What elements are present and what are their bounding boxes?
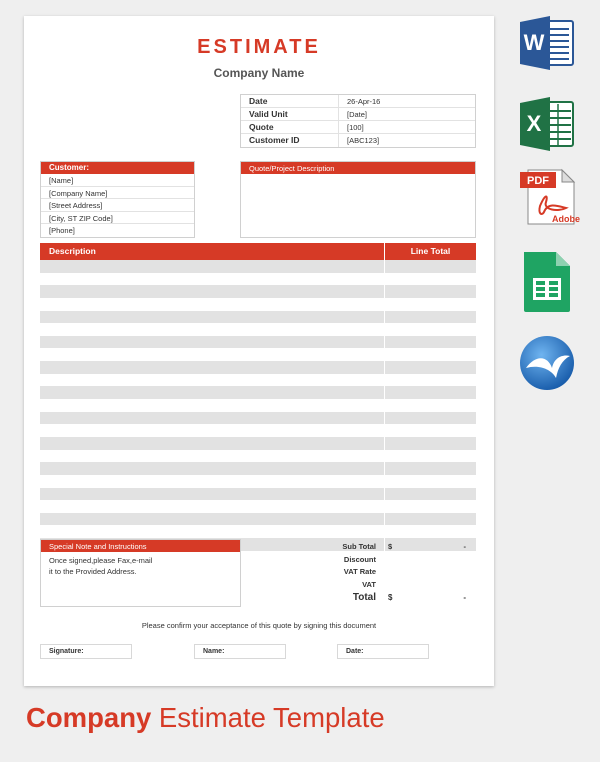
special-note-text (41, 552, 240, 577)
table-row (40, 399, 476, 412)
sub-total-row (320, 540, 470, 553)
info-label: Valid Unit (241, 108, 339, 120)
page-heading-rest: Estimate Template (151, 702, 385, 733)
discount-label: Discount (343, 554, 376, 564)
table-row (40, 323, 476, 336)
special-note-line: it to the Provided Address. (49, 567, 137, 576)
word-icon[interactable] (518, 14, 576, 77)
sub-total-amount: - (463, 541, 466, 551)
info-label: Quote (241, 121, 339, 133)
customer-heading: Customer: (41, 162, 194, 174)
table-row (40, 260, 476, 273)
vat-rate-row (320, 565, 470, 578)
customer-line: [City, ST ZIP Code] (41, 212, 194, 225)
table-row (40, 361, 476, 374)
customer-line: [Street Address] (41, 199, 194, 212)
line-items-table (40, 243, 476, 551)
info-row (241, 134, 475, 147)
info-value: [ABC123] (347, 136, 380, 145)
vat-label: VAT (362, 579, 376, 589)
total-amount: - (463, 593, 466, 603)
special-note-heading: Special Note and Instructions (41, 540, 240, 552)
excel-icon-letter: X (526, 111, 542, 136)
table-row (40, 525, 476, 538)
info-value: [Date] (347, 110, 368, 119)
quote-description-heading: Quote/Project Description (241, 162, 475, 174)
sub-total-label: Sub Total (342, 541, 376, 551)
signature-field[interactable]: Signature: (40, 644, 132, 659)
table-row (40, 462, 476, 475)
info-value: [100] (347, 123, 364, 132)
vat-rate-label: VAT Rate (343, 567, 376, 577)
table-row (40, 273, 476, 286)
pdf-icon-brand: Adobe (552, 214, 580, 224)
line-total-column-header: Line Total (410, 246, 451, 256)
customer-box (40, 161, 195, 238)
info-row (241, 108, 475, 121)
document-title: ESTIMATE (197, 36, 321, 58)
info-row (241, 95, 475, 108)
totals-block (320, 540, 470, 605)
info-value: 26-Apr-16 (347, 97, 381, 106)
table-row (40, 386, 476, 399)
table-row (40, 500, 476, 513)
table-row (40, 374, 476, 387)
company-name: Company Name (213, 66, 305, 80)
page-heading-bold: Company (26, 702, 152, 733)
quote-description-box (240, 161, 476, 238)
excel-icon[interactable] (518, 95, 576, 158)
table-row (40, 348, 476, 361)
info-row (241, 121, 475, 134)
total-label: Total (352, 592, 376, 604)
page-heading (26, 702, 385, 734)
customer-line: [Name] (41, 174, 194, 187)
line-items-header (40, 243, 476, 260)
pdf-icon[interactable] (518, 166, 580, 233)
table-row (40, 488, 476, 501)
pdf-icon-label: PDF (527, 175, 549, 187)
table-row (40, 336, 476, 349)
table-row (40, 513, 476, 526)
info-label: Customer ID (241, 134, 339, 147)
sub-total-currency: $ (388, 541, 393, 551)
description-column-header: Description (40, 243, 385, 260)
table-row (40, 450, 476, 463)
table-row (40, 475, 476, 488)
word-icon-letter: W (523, 30, 545, 55)
estimate-sheet (24, 16, 494, 686)
confirmation-text: Please confirm your acceptance of this quote by signing this document (141, 621, 377, 630)
date-field[interactable]: Date: (337, 644, 429, 659)
sheets-icon[interactable] (518, 250, 576, 319)
table-row (40, 298, 476, 311)
customer-line: [Phone] (49, 226, 75, 236)
info-label: Date (241, 95, 339, 107)
name-field[interactable]: Name: (194, 644, 286, 659)
special-note-box (40, 539, 241, 607)
customer-line: [Company Name] (41, 187, 194, 200)
table-row (40, 424, 476, 437)
table-row (40, 311, 476, 324)
discount-row (320, 553, 470, 566)
total-row (320, 591, 470, 605)
table-row (40, 437, 476, 450)
table-row (40, 412, 476, 425)
table-row (40, 285, 476, 298)
total-currency: $ (388, 593, 393, 603)
openoffice-icon[interactable] (518, 334, 576, 397)
special-note-line: Once signed,please Fax,e-mail (49, 556, 153, 565)
vat-row (320, 578, 470, 591)
info-table (240, 94, 476, 148)
